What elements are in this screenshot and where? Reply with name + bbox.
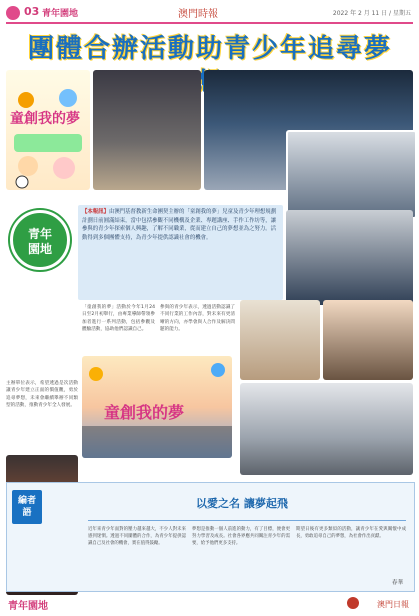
headline: 團體合辦活動助青少年追尋夢 <box>27 34 392 64</box>
editorial-title: 以愛之名 讓夢起飛 <box>196 497 288 510</box>
editorial-tag-line2: 語 <box>22 508 32 518</box>
editorial-paragraph-1: 近年來青少年面對的壓力越來越大，不少人對未來感到迷惘。透過不同團體的合作，為青少年提供認識自己及社會的機會，實在值得鼓勵。 <box>88 527 186 546</box>
article-column-1: 「童創我的夢」活動於今年1月24日至2月初舉行，由專業導師帶領參加者進行一系列活動，包括參觀及體驗活動，協助他們認識自己。 <box>82 305 155 333</box>
masthead: 澳門時報 <box>178 9 218 20</box>
exhibition-photo <box>93 70 201 190</box>
poster-title-2: 童創我的夢 <box>104 403 185 422</box>
page-number: 03 <box>24 5 40 18</box>
lecture-photo <box>286 210 413 305</box>
header-rule <box>6 22 413 24</box>
editorial-paragraph-2: 夢想是推動一個人前進的動力，有了目標，便會更努力學習及成長。社會各界應共同關注青少年的需要，給予他們更多支持。 <box>192 527 290 546</box>
footer-section: 青年園地 <box>8 601 48 612</box>
poster-title: 童創我的夢 <box>10 111 80 127</box>
section-name: 青年園地 <box>42 9 79 19</box>
article-column-3: 主辦單位表示，希望透過是次活動讓青少年建立正面的價值觀，勇於追尋夢想，未來會繼續舉辦不同類型的活動，推動青少年全人發展。 <box>6 381 78 409</box>
page-footer <box>0 594 419 616</box>
class-photo <box>286 130 417 219</box>
editorial-tag <box>12 490 42 524</box>
poster-illustration <box>6 70 90 190</box>
lead-paragraph <box>82 208 280 242</box>
editorial-paragraph-3: 期望日後有更多類似的活動，讓青少年在愛與關懷中成長，勇敢追尋自己的夢想，為社會作出貢獻。 <box>296 527 406 539</box>
lead-text: 由澳門基督教新生命團契主辦的「童創我的夢」兒童及青少年理想規劃計劃日前圓滿結束，當中包括參觀不同機構及企業、專題講座、手作工作坊等，讓參與的青少年探索個人興趣，了解不同職業，從而建立自己的夢想並為之努力。活動得到多個團體支持，為青少年提供認識社會的機會。 <box>82 209 277 241</box>
kids-photo <box>323 300 413 380</box>
editorial-tag-line1: 編者 <box>17 496 36 506</box>
issue-date: 2022 年 2 月 11 日 / 星期五 <box>332 10 411 17</box>
section-circle-icon <box>6 6 20 20</box>
craft-photo <box>240 300 320 380</box>
logo-line1: 青年 <box>27 227 52 241</box>
editorial-author: 春華 <box>391 580 403 586</box>
climbing-photo <box>240 383 413 475</box>
logo-line2: 園地 <box>27 242 52 256</box>
globe-icon <box>347 597 359 609</box>
editorial-rule <box>88 520 406 521</box>
article-column-2: 參與的青少年表示，透過活動認識了不同行業的工作內容，對未來有更清晰的方向，亦學會與人合作及解決問題的能力。 <box>160 305 235 333</box>
footer-logo: 澳門日報 <box>377 600 409 609</box>
page-header <box>0 0 419 26</box>
section-logo <box>10 210 70 270</box>
poster-photo <box>6 70 90 190</box>
lead-tag: 【本報訊】 <box>82 209 109 215</box>
